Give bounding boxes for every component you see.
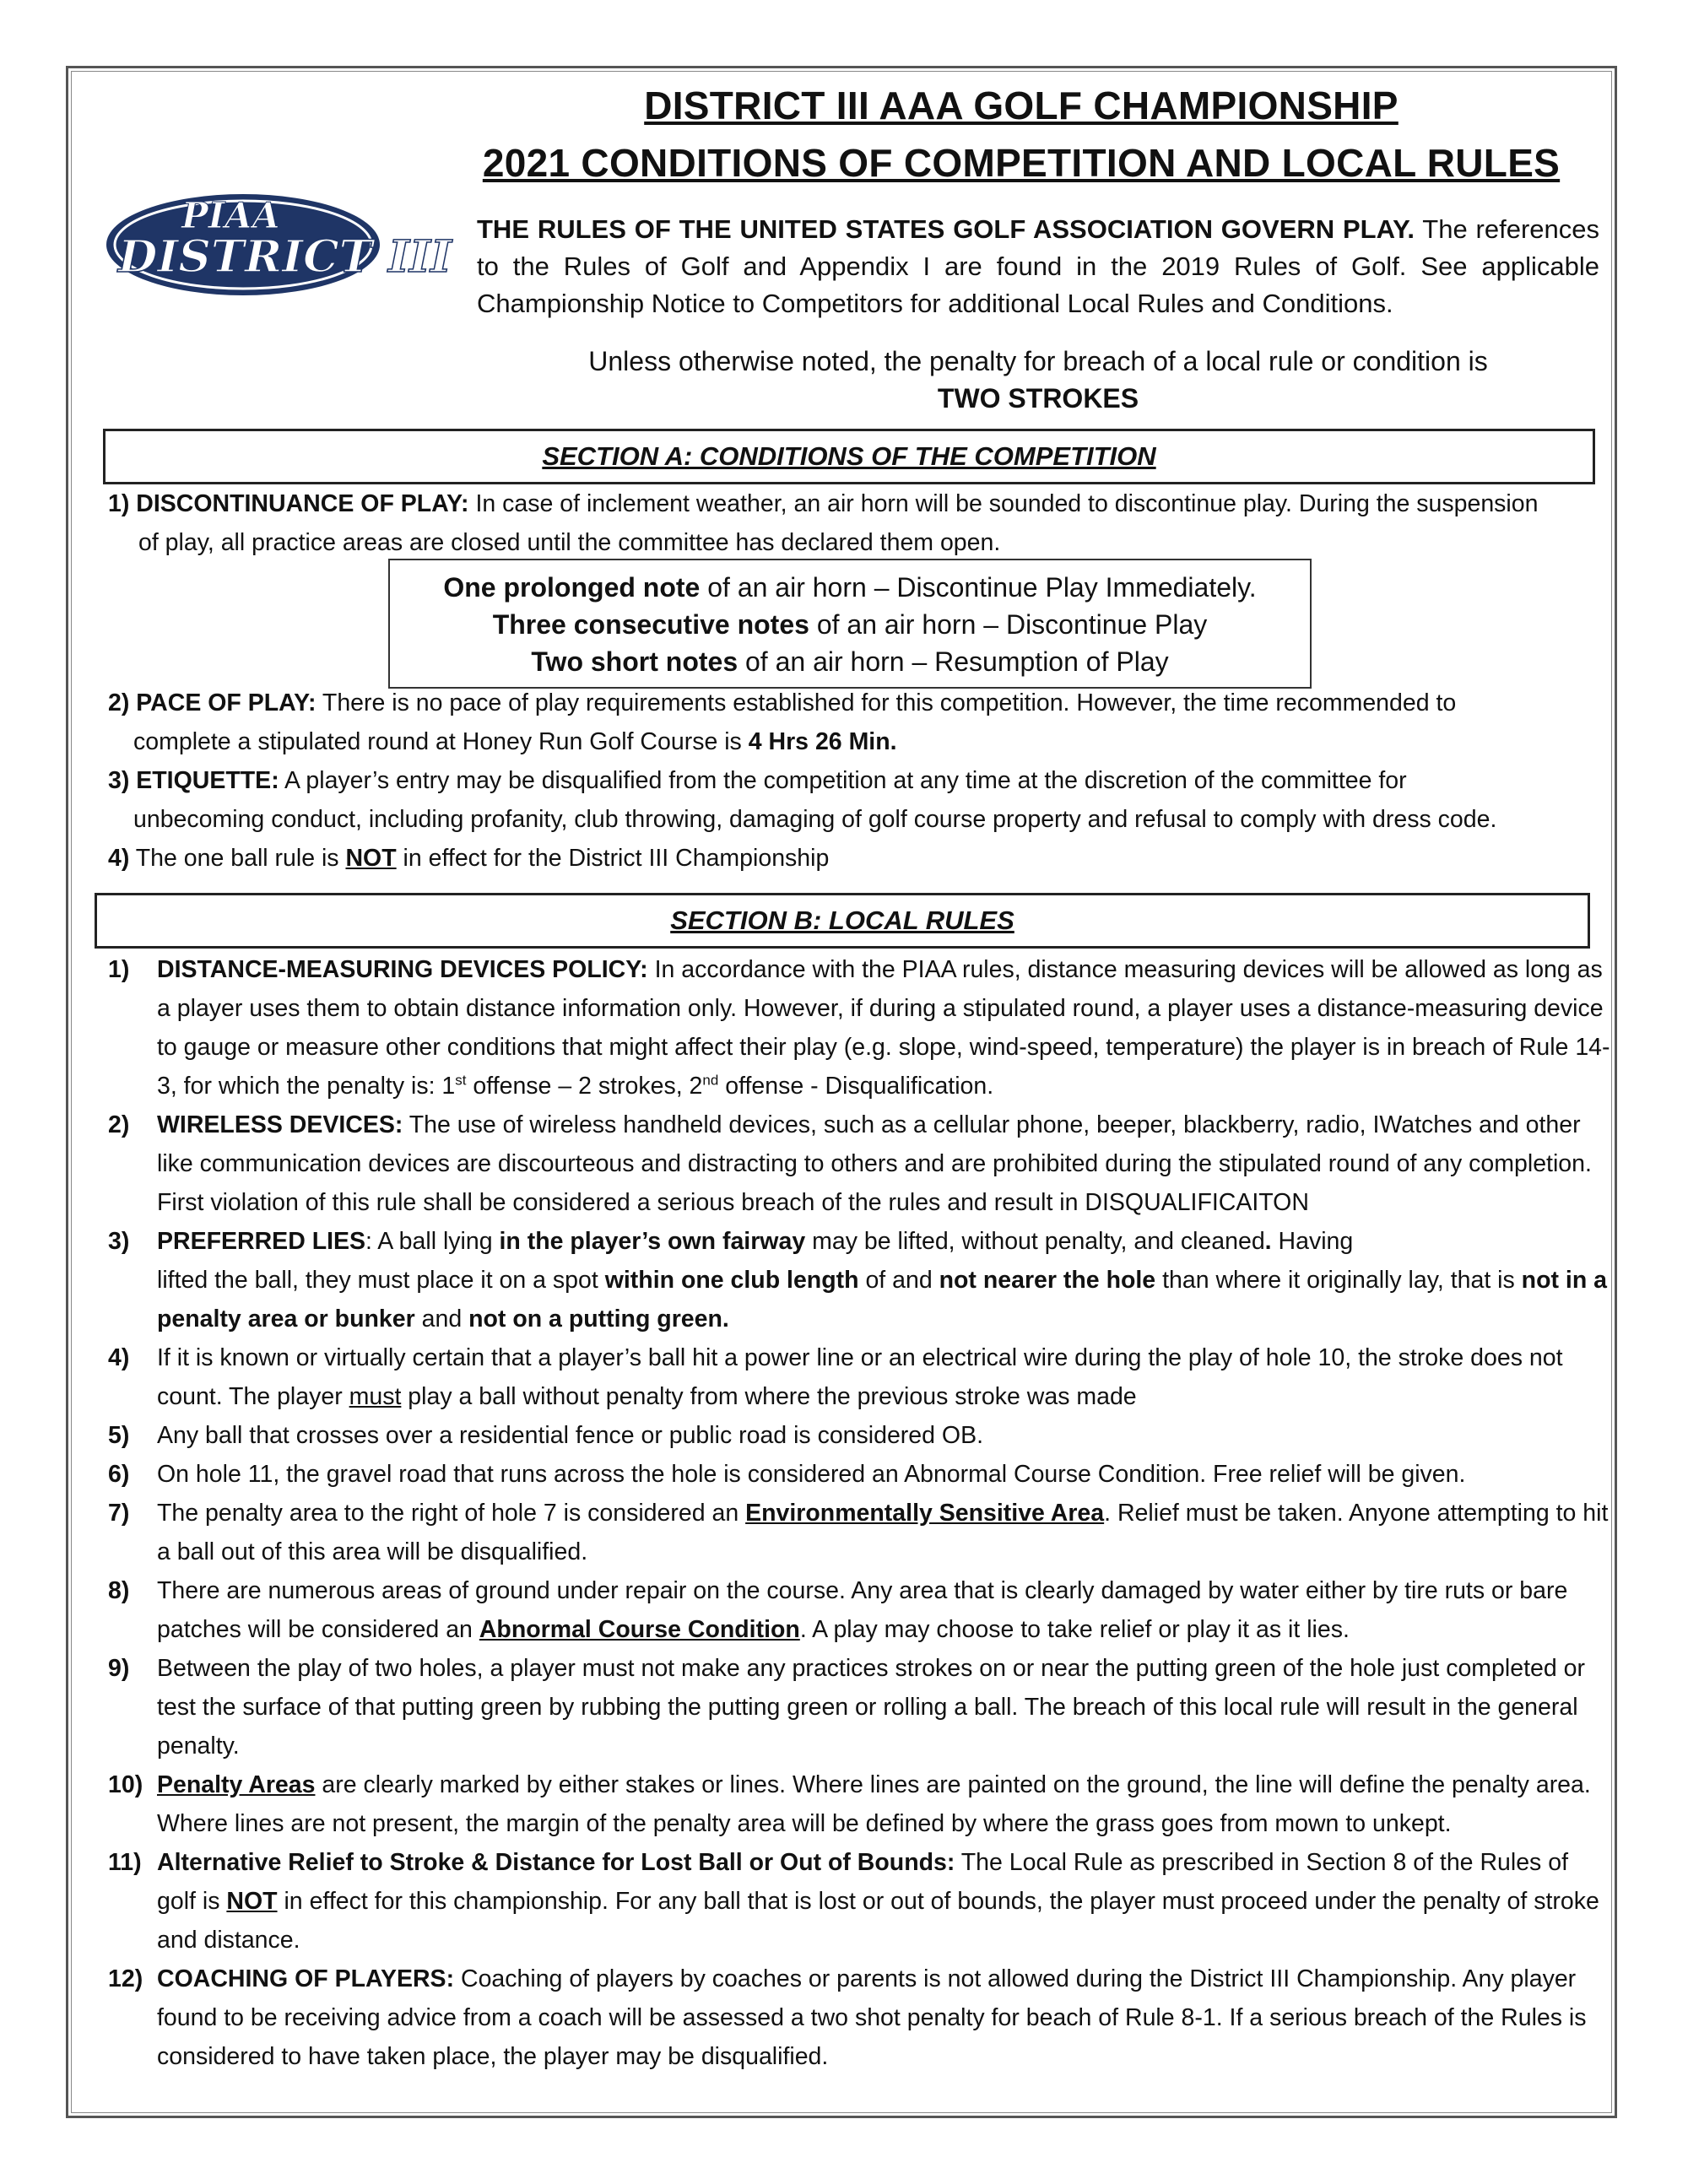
rule-number: 11) xyxy=(108,1849,142,1876)
rule-text: In accordance with the PIAA rules, distance measuring devices will be allowed as long as a player uses them to obtain distance information only. However, if during a stipulated round, a player uses a distance-measuring device to gauge or measure other conditions that might affect their play (e.g. slope, wind-speed, temperature) the player is in breach of Rule 14-3, for which the penalty is: 1 xyxy=(157,956,1610,1100)
section-a-item-2 xyxy=(108,684,1610,761)
rule-number: 7) xyxy=(108,1500,130,1527)
local-rule-11 xyxy=(108,1843,1612,1960)
horn-signal-meaning: of an air horn – Resumption of Play xyxy=(738,646,1169,677)
rule-label: DISTANCE-MEASURING DEVICES POLICY: xyxy=(157,956,648,983)
item-continuation: complete a stipulated round at Honey Run Golf Course is xyxy=(133,728,749,755)
rule-label: Penalty Areas xyxy=(157,1771,316,1798)
horn-signal-meaning: of an air horn – Discontinue Play xyxy=(809,609,1208,640)
rule-text: The penalty area to the right of hole 7 is considered an xyxy=(157,1500,746,1527)
item-number: 1) xyxy=(108,490,130,517)
rule-text: Having xyxy=(1271,1228,1354,1255)
rule-label: WIRELESS DEVICES: xyxy=(157,1111,403,1138)
item-label: PACE OF PLAY: xyxy=(136,689,316,716)
ordinal-suffix: nd xyxy=(702,1072,719,1089)
rule-text: . Relief must be taken. Anyone attempting to hit a ball out of this area will be disqualified. xyxy=(157,1500,1609,1565)
item-text: In case of inclement weather, an air horn will be sounded to discontinue play. During the suspension xyxy=(468,490,1539,517)
document-subtitle: 2021 CONDITIONS OF COMPETITION AND LOCAL RULES xyxy=(482,141,1561,185)
rule-text: lifted the ball, they must place it on a spot xyxy=(157,1267,605,1294)
rule-emphasis: . xyxy=(1264,1228,1272,1255)
rule-number: 5) xyxy=(108,1422,130,1449)
rule-emphasis: in the player’s own fairway xyxy=(499,1228,806,1255)
rule-number: 10) xyxy=(108,1771,143,1798)
item-text: A player’s entry may be disqualified from the competition at any time at the discretion of the committee for xyxy=(279,767,1407,794)
rule-text: Coaching of players by coaches or parents is not allowed during the District III Championship. Any player found to be receiving advice from a coach will be assessed a two shot penalty for beach of Rule 8-1. If a serious breach of the Rules is considered to have taken place, the player may be disqualified. xyxy=(157,1965,1587,2070)
must-emphasis: must xyxy=(349,1383,402,1410)
rule-text: offense - Disqualification. xyxy=(718,1073,994,1100)
rule-number: 12) xyxy=(108,1965,143,1992)
recommended-time: 4 Hrs 26 Min. xyxy=(748,728,897,755)
rule-text: of and xyxy=(858,1267,939,1294)
item-text: in effect for the District III Championship xyxy=(396,845,830,872)
local-rule-2 xyxy=(108,1106,1612,1222)
section-a-heading: SECTION A: CONDITIONS OF THE COMPETITION xyxy=(103,429,1595,484)
rule-text: On hole 11, the gravel road that runs across the hole is considered an Abnormal Course Condition. Free relief will be given. xyxy=(157,1461,1466,1488)
rule-text: than where it originally lay, that is xyxy=(1155,1267,1522,1294)
rule-text: : A ball lying xyxy=(365,1228,500,1255)
horn-signal-row xyxy=(390,643,1310,680)
section-b-heading: SECTION B: LOCAL RULES xyxy=(95,893,1590,949)
environmentally-sensitive-area-term: Environmentally Sensitive Area xyxy=(745,1500,1105,1527)
rule-text: in effect for this championship. For any ball that is lost or out of bounds, the player must proceed under the penalty of stroke and distance. xyxy=(157,1888,1599,1954)
rule-emphasis: within one club length xyxy=(604,1267,859,1294)
logo-district-text: DISTRICT III xyxy=(116,231,453,283)
section-a-item-4 xyxy=(108,839,1610,878)
local-rule-3 xyxy=(108,1222,1612,1338)
rule-label: PREFERRED LIES xyxy=(157,1228,366,1255)
rule-text: There are numerous areas of ground under repair on the course. Any area that is clearly damaged by water either by tire ruts or bare patches will be considered an xyxy=(157,1577,1568,1643)
rule-number: 3) xyxy=(108,1228,130,1255)
penalty-value: TWO STROKES xyxy=(937,383,1139,414)
rule-text: are clearly marked by either stakes or lines. Where lines are painted on the ground, the line will define the penalty area. Where lines are not present, the margin of the penalty area will be defined by where the grass goes from mown to unkept. xyxy=(157,1771,1591,1837)
section-a-item-1 xyxy=(108,484,1610,562)
rule-number: 2) xyxy=(108,1111,130,1138)
piaa-district-iii-logo xyxy=(101,184,456,302)
air-horn-signals-box xyxy=(388,559,1312,689)
item-number: 2) xyxy=(108,689,130,716)
penalty-line: Unless otherwise noted, the penalty for breach of a local rule or condition is xyxy=(588,346,1488,376)
rule-label: COACHING OF PLAYERS: xyxy=(157,1965,455,1992)
rule-text: The Local Rule as prescribed in Section 8 of the Rules of golf is xyxy=(157,1849,1568,1915)
not-emphasis: NOT xyxy=(345,845,397,872)
item-number: 3) xyxy=(108,767,130,794)
rule-emphasis: not nearer the hole xyxy=(939,1267,1156,1294)
local-rule-8 xyxy=(108,1571,1612,1649)
rule-emphasis: not on a putting green. xyxy=(468,1306,729,1333)
horn-signal-meaning: of an air horn – Discontinue Play Immediately. xyxy=(700,572,1257,603)
local-rule-7 xyxy=(108,1494,1612,1571)
local-rule-4 xyxy=(108,1338,1612,1416)
rule-text: Between the play of two holes, a player must not make any practices strokes on or near the putting green of the hole just completed or test the surface of that putting green by rubbing the putting green or rolling a ball. The breach of this local rule will result in the general penalty. xyxy=(157,1655,1585,1760)
horn-signal-name: One prolonged note xyxy=(443,572,701,603)
rule-text: and xyxy=(414,1306,469,1333)
rule-label: Alternative Relief to Stroke & Distance for Lost Ball or Out of Bounds: xyxy=(157,1849,955,1876)
item-label: DISCONTINUANCE OF PLAY: xyxy=(136,490,469,517)
rule-number: 6) xyxy=(108,1461,130,1488)
intro-bold: THE RULES OF THE UNITED STATES GOLF ASSOCIATION GOVERN PLAY. xyxy=(477,214,1415,244)
horn-signal-name: Two short notes xyxy=(531,646,738,677)
rule-text: Any ball that crosses over a residential fence or public road is considered OB. xyxy=(157,1422,984,1449)
rule-emphasis: not in a penalty area or bunker xyxy=(157,1267,1607,1333)
item-continuation: unbecoming conduct, including profanity, club throwing, damaging of golf course property and refusal to comply with dress code. xyxy=(133,806,1497,833)
intro-text: The references to the Rules of Golf and Appendix I are found in the 2019 Rules of Golf. See applicable Championship Notice to Competitors for additional Local Rules and Conditions. xyxy=(477,214,1599,318)
item-text: There is no pace of play requirements established for this competition. However, the time recommended to xyxy=(316,689,1457,716)
rule-text: The use of wireless handheld devices, such as a cellular phone, beeper, blackberry, radio, IWatches and other like communication devices are discourteous and distracting to others and are prohibited during the stipulated round of any completion. First violation of this rule shall be considered a serious breach of the rules and result in DISQUALIFICAITON xyxy=(157,1111,1592,1216)
intro-paragraph xyxy=(477,211,1599,322)
horn-signal-row xyxy=(390,569,1310,606)
item-label: ETIQUETTE: xyxy=(136,767,279,794)
rule-text: may be lifted, without penalty, and cleaned xyxy=(805,1228,1265,1255)
not-emphasis: NOT xyxy=(226,1888,278,1915)
logo-piaa-text: PIAA xyxy=(181,195,280,236)
document-title: DISTRICT III AAA GOLF CHAMPIONSHIP xyxy=(644,84,1399,127)
abnormal-course-condition-term: Abnormal Course Condition xyxy=(479,1616,800,1643)
local-rule-10 xyxy=(108,1765,1612,1843)
local-rule-5 xyxy=(108,1416,1612,1455)
horn-signal-row xyxy=(390,606,1310,643)
rule-number: 9) xyxy=(108,1655,130,1682)
rule-number: 8) xyxy=(108,1577,130,1604)
item-text: The one ball rule is xyxy=(129,845,346,872)
rule-number: 1) xyxy=(108,956,130,983)
local-rule-1 xyxy=(108,950,1612,1106)
local-rule-12 xyxy=(108,1960,1612,2076)
rule-text: offense – 2 strokes, 2 xyxy=(466,1073,703,1100)
horn-signal-name: Three consecutive notes xyxy=(492,609,809,640)
local-rule-9 xyxy=(108,1649,1612,1765)
local-rule-6 xyxy=(108,1455,1612,1494)
section-a-item-3 xyxy=(108,761,1610,839)
rule-text: If it is known or virtually certain that a player’s ball hit a power line or an electrical wire during the play of hole 10, the stroke does not count. The player xyxy=(157,1344,1563,1410)
ordinal-suffix: st xyxy=(455,1072,467,1089)
rule-text: . A play may choose to take relief or play it as it lies. xyxy=(799,1616,1350,1643)
item-continuation: of play, all practice areas are closed until the committee has declared them open. xyxy=(138,529,1001,556)
item-number: 4) xyxy=(108,845,130,872)
default-penalty xyxy=(473,343,1604,417)
rule-text: play a ball without penalty from where the previous stroke was made xyxy=(401,1383,1137,1410)
rule-number: 4) xyxy=(108,1344,130,1371)
